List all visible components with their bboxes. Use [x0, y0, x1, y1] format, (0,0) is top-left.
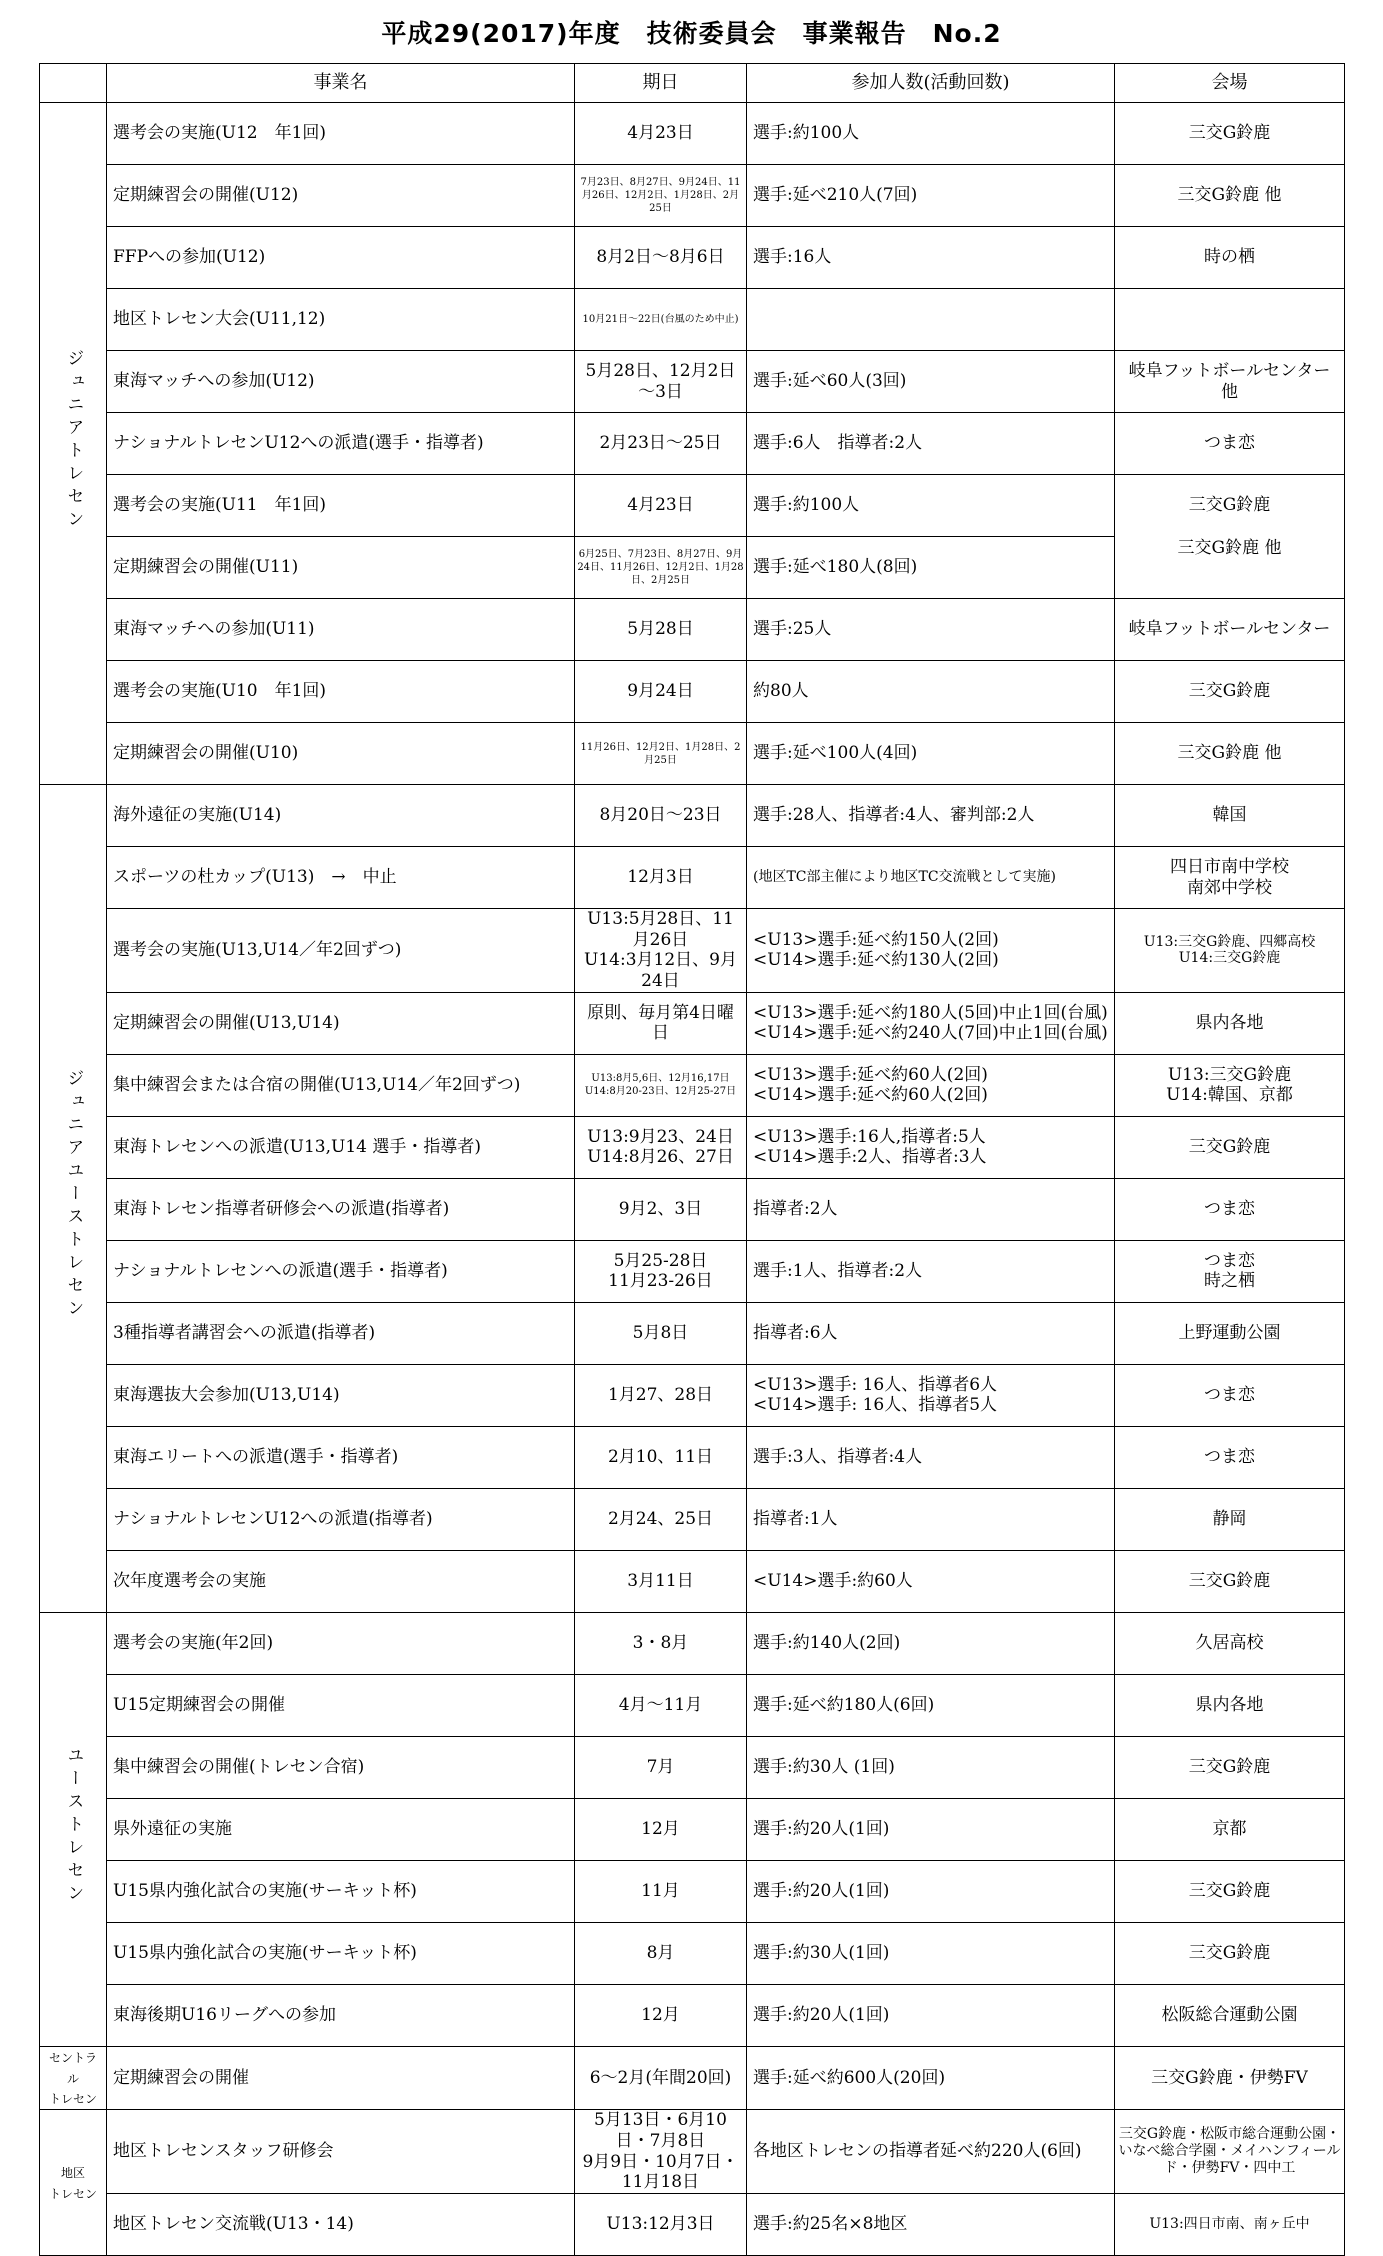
event-name-cell: 定期練習会の開催(U10): [107, 723, 575, 785]
event-date-cell: 2月23日～25日: [575, 413, 747, 475]
venue-cell: 時の栖: [1115, 227, 1345, 289]
event-date-cell: 6～2月(年間20回): [575, 2046, 747, 2109]
event-name-cell: 定期練習会の開催(U11): [107, 537, 575, 599]
participant-count-cell: 選手:約30人(1回): [747, 1922, 1115, 1984]
participant-count-cell: 選手:延べ180人(8回): [747, 537, 1115, 599]
group-label-cell: [40, 103, 107, 785]
event-name-cell: ナショナルトレセンU12への派遣(選手・指導者): [107, 413, 575, 475]
group-label-cell: [40, 2110, 107, 2256]
table-row: [40, 1798, 1345, 1860]
venue-cell: U13:四日市南、南ヶ丘中: [1115, 2194, 1345, 2256]
venue-cell: つま恋: [1115, 413, 1345, 475]
participant-count-cell: <U13>選手:延べ約180人(5回)中止1回(台風) <U14>選手:延べ約240人(7回)中止1回(台風): [747, 992, 1115, 1054]
venue-cell: 三交G鈴鹿: [1115, 1736, 1345, 1798]
table-row: [40, 992, 1345, 1054]
participant-count-cell: 選手:16人: [747, 227, 1115, 289]
event-date-cell: U13:5月28日、11月26日 U14:3月12日、9月24日: [575, 909, 747, 993]
table-row: [40, 103, 1345, 165]
event-date-cell: 8月: [575, 1922, 747, 1984]
event-date-cell: 9月24日: [575, 661, 747, 723]
event-name-cell: 選考会の実施(U12 年1回): [107, 103, 575, 165]
table-row: [40, 2110, 1345, 2194]
venue-cell: 四日市南中学校 南郊中学校: [1115, 847, 1345, 909]
event-date-cell: 3・8月: [575, 1612, 747, 1674]
table-row: [40, 1674, 1345, 1736]
header-venue: 会場: [1115, 64, 1345, 103]
group-label: ジュニアトレセン: [63, 348, 84, 533]
table-row: [40, 909, 1345, 993]
venue-first-line: 三交G鈴鹿: [1188, 495, 1271, 515]
event-date-cell: 4月23日: [575, 475, 747, 537]
participant-count-cell: 選手:約20人(1回): [747, 1860, 1115, 1922]
event-date-cell: 8月2日～8月6日: [575, 227, 747, 289]
event-date-cell: 5月28日、12月2日～3日: [575, 351, 747, 413]
header-name: 事業名: [107, 64, 575, 103]
venue-cell: [1115, 289, 1345, 351]
event-name-cell: 東海エリートへの派遣(選手・指導者): [107, 1426, 575, 1488]
participant-count-cell: 選手:約140人(2回): [747, 1612, 1115, 1674]
event-date-cell: 3月11日: [575, 1550, 747, 1612]
table-row: [40, 1550, 1345, 1612]
event-date-cell: 11月: [575, 1860, 747, 1922]
event-date-cell: 2月24、25日: [575, 1488, 747, 1550]
participant-count-cell: 選手:延べ210人(7回): [747, 165, 1115, 227]
event-date-cell: 6月25日、7月23日、8月27日、9月24日、11月26日、12月2日、1月28日、2月25日: [575, 537, 747, 599]
participant-count-cell: 選手:約100人: [747, 103, 1115, 165]
table-row: [40, 1178, 1345, 1240]
venue-cell: 三交G鈴鹿: [1115, 1860, 1345, 1922]
group-label-cell: [40, 785, 107, 1613]
event-name-cell: FFPへの参加(U12): [107, 227, 575, 289]
participant-count-cell: 指導者:6人: [747, 1302, 1115, 1364]
venue-cell: 三交G鈴鹿: [1115, 1922, 1345, 1984]
event-name-cell: 3種指導者講習会への派遣(指導者): [107, 1302, 575, 1364]
venue-cell: つま恋 時之栖: [1115, 1240, 1345, 1302]
venue-cell: 岐阜フットボールセンター他: [1115, 351, 1345, 413]
venue-cell: 県内各地: [1115, 992, 1345, 1054]
participant-count-cell: 選手:約20人(1回): [747, 1798, 1115, 1860]
event-name-cell: 海外遠征の実施(U14): [107, 785, 575, 847]
table-row: [40, 1116, 1345, 1178]
event-date-cell: 5月8日: [575, 1302, 747, 1364]
event-date-cell: 5月13日・6月10日・7月8日 9月9日・10月7日・11月18日: [575, 2110, 747, 2194]
event-name-cell: 選考会の実施(U11 年1回): [107, 475, 575, 537]
event-name-cell: U15県内強化試合の実施(サーキット杯): [107, 1860, 575, 1922]
header-group: [40, 64, 107, 103]
venue-cell: 三交G鈴鹿: [1115, 1550, 1345, 1612]
participant-count-cell: 選手:延べ約600人(20回): [747, 2046, 1115, 2109]
table-row: [40, 2046, 1345, 2109]
table-row: [40, 1240, 1345, 1302]
participant-count-cell: 約80人: [747, 661, 1115, 723]
event-date-cell: U13:8月5,6日、12月16,17日 U14:8月20-23日、12月25-27日: [575, 1054, 747, 1116]
venue-cell: 三交G鈴鹿 他: [1115, 165, 1345, 227]
participant-count-cell: 選手:6人 指導者:2人: [747, 413, 1115, 475]
group-label-cell: [40, 1612, 107, 2046]
group-label: ジュニアユーストレセン: [63, 1069, 84, 1323]
event-name-cell: 地区トレセンスタッフ研修会: [107, 2110, 575, 2194]
participant-count-cell: <U13>選手:延べ約60人(2回) <U14>選手:延べ約60人(2回): [747, 1054, 1115, 1116]
event-name-cell: 東海マッチへの参加(U12): [107, 351, 575, 413]
table-row: [40, 661, 1345, 723]
table-row: [40, 2194, 1345, 2256]
table-row: [40, 289, 1345, 351]
table-row: [40, 1922, 1345, 1984]
event-name-cell: 定期練習会の開催(U13,U14): [107, 992, 575, 1054]
venue-second-line: 三交G鈴鹿 他: [1177, 537, 1282, 558]
participant-count-cell: <U13>選手: 16人、指導者6人 <U14>選手: 16人、指導者5人: [747, 1364, 1115, 1426]
venue-cell: 京都: [1115, 1798, 1345, 1860]
participant-count-cell: 各地区トレセンの指導者延べ約220人(6回): [747, 2110, 1115, 2194]
report-table: [39, 63, 1345, 2256]
table-row: [40, 165, 1345, 227]
venue-cell: 韓国: [1115, 785, 1345, 847]
table-row: [40, 599, 1345, 661]
participant-count-cell: 選手:延べ100人(4回): [747, 723, 1115, 785]
event-name-cell: 選考会の実施(U13,U14／年2回ずつ): [107, 909, 575, 993]
venue-cell: 県内各地: [1115, 1674, 1345, 1736]
event-date-cell: 8月20日～23日: [575, 785, 747, 847]
table-row: [40, 1426, 1345, 1488]
table-row: [40, 475, 1345, 537]
table-row: [40, 1860, 1345, 1922]
table-row: [40, 1488, 1345, 1550]
participant-count-cell: (地区TC部主催により地区TC交流戦として実施): [747, 847, 1115, 909]
table-row: [40, 413, 1345, 475]
table-body: [40, 103, 1345, 2256]
event-name-cell: 東海トレセン指導者研修会への派遣(指導者): [107, 1178, 575, 1240]
event-name-cell: 県外遠征の実施: [107, 1798, 575, 1860]
event-name-cell: 東海後期U16リーグへの参加: [107, 1984, 575, 2046]
event-date-cell: 原則、毎月第4日曜日: [575, 992, 747, 1054]
participant-count-cell: 選手:28人、指導者:4人、審判部:2人: [747, 785, 1115, 847]
event-name-cell: スポーツの杜カップ(U13) → 中止: [107, 847, 575, 909]
event-name-cell: 集中練習会の開催(トレセン合宿): [107, 1736, 575, 1798]
event-name-cell: 定期練習会の開催: [107, 2046, 575, 2109]
venue-cell: 三交G鈴鹿: [1115, 1116, 1345, 1178]
venue-cell: 三交G鈴鹿: [1115, 661, 1345, 723]
event-date-cell: U13:9月23、24日 U14:8月26、27日: [575, 1116, 747, 1178]
participant-count-cell: 選手:約20人(1回): [747, 1984, 1115, 2046]
event-date-cell: 11月26日、12月2日、1月28日、2月25日: [575, 723, 747, 785]
event-date-cell: 4月～11月: [575, 1674, 747, 1736]
table-row: [40, 351, 1345, 413]
event-date-cell: 4月23日: [575, 103, 747, 165]
venue-cell: 静岡: [1115, 1488, 1345, 1550]
venue-cell: 久居高校: [1115, 1612, 1345, 1674]
participant-count-cell: 選手:1人、指導者:2人: [747, 1240, 1115, 1302]
participant-count-cell: 指導者:2人: [747, 1178, 1115, 1240]
participant-count-cell: <U13>選手:延べ約150人(2回) <U14>選手:延べ約130人(2回): [747, 909, 1115, 993]
table-row: [40, 723, 1345, 785]
event-date-cell: 7月: [575, 1736, 747, 1798]
event-date-cell: 1月27、28日: [575, 1364, 747, 1426]
event-name-cell: 東海選抜大会参加(U13,U14): [107, 1364, 575, 1426]
event-date-cell: U13:12月3日: [575, 2194, 747, 2256]
venue-cell: つま恋: [1115, 1426, 1345, 1488]
participant-count-cell: 選手:約25名×8地区: [747, 2194, 1115, 2256]
event-date-cell: 2月10、11日: [575, 1426, 747, 1488]
event-date-cell: 12月: [575, 1984, 747, 2046]
event-name-cell: U15県内強化試合の実施(サーキット杯): [107, 1922, 575, 1984]
venue-cell: [1115, 475, 1345, 599]
participant-count-cell: 選手:25人: [747, 599, 1115, 661]
event-name-cell: ナショナルトレセンU12への派遣(指導者): [107, 1488, 575, 1550]
venue-cell: つま恋: [1115, 1364, 1345, 1426]
event-name-cell: 次年度選考会の実施: [107, 1550, 575, 1612]
participant-count-cell: 指導者:1人: [747, 1488, 1115, 1550]
participant-count-cell: 選手:約30人 (1回): [747, 1736, 1115, 1798]
event-name-cell: 地区トレセン大会(U11,12): [107, 289, 575, 351]
participant-count-cell: [747, 289, 1115, 351]
table-row: [40, 1612, 1345, 1674]
event-date-cell: 5月28日: [575, 599, 747, 661]
event-date-cell: 7月23日、8月27日、9月24日、11月26日、12月2日、1月28日、2月25日: [575, 165, 747, 227]
participant-count-cell: <U14>選手:約60人: [747, 1550, 1115, 1612]
group-label: ユーストレセン: [63, 1746, 84, 1908]
event-name-cell: 東海トレセンへの派遣(U13,U14 選手・指導者): [107, 1116, 575, 1178]
event-date-cell: 9月2、3日: [575, 1178, 747, 1240]
event-name-cell: 定期練習会の開催(U12): [107, 165, 575, 227]
table-row: [40, 1736, 1345, 1798]
event-date-cell: 12月3日: [575, 847, 747, 909]
venue-cell: 三交G鈴鹿・伊勢FV: [1115, 2046, 1345, 2109]
table-row: [40, 1364, 1345, 1426]
page-title: 平成29(2017)年度 技術委員会 事業報告 No.2: [381, 19, 1002, 48]
group-label: 地区 トレセン: [48, 2165, 97, 2201]
event-date-cell: 5月25-28日 11月23-26日: [575, 1240, 747, 1302]
event-name-cell: 集中練習会または合宿の開催(U13,U14／年2回ずつ): [107, 1054, 575, 1116]
venue-cell: 三交G鈴鹿・松阪市総合運動公園・いなべ総合学園・メイハンフィールド・伊勢FV・四中工: [1115, 2110, 1345, 2194]
venue-cell: U13:三交G鈴鹿 U14:韓国、京都: [1115, 1054, 1345, 1116]
event-name-cell: ナショナルトレセンへの派遣(選手・指導者): [107, 1240, 575, 1302]
header-date: 期日: [575, 64, 747, 103]
table-row: [40, 1984, 1345, 2046]
event-date-cell: 10月21日～22日(台風のため中止): [575, 289, 747, 351]
table-row: [40, 227, 1345, 289]
group-label-cell: [40, 2046, 107, 2109]
participant-count-cell: <U13>選手:16人,指導者:5人 <U14>選手:2人、指導者:3人: [747, 1116, 1115, 1178]
event-name-cell: 地区トレセン交流戦(U13・14): [107, 2194, 575, 2256]
event-name-cell: U15定期練習会の開催: [107, 1674, 575, 1736]
table-row: [40, 1302, 1345, 1364]
venue-cell: つま恋: [1115, 1178, 1345, 1240]
event-date-cell: 12月: [575, 1798, 747, 1860]
event-name-cell: 選考会の実施(年2回): [107, 1612, 575, 1674]
event-name-cell: 選考会の実施(U10 年1回): [107, 661, 575, 723]
venue-cell: 三交G鈴鹿: [1115, 103, 1345, 165]
event-name-cell: 東海マッチへの参加(U11): [107, 599, 575, 661]
header-count: 参加人数(活動回数): [747, 64, 1115, 103]
participant-count-cell: 選手:約100人: [747, 475, 1115, 537]
participant-count-cell: 選手:3人、指導者:4人: [747, 1426, 1115, 1488]
venue-cell: 上野運動公園: [1115, 1302, 1345, 1364]
venue-cell: U13:三交G鈴鹿、四郷高校 U14:三交G鈴鹿: [1115, 909, 1345, 993]
venue-cell: 三交G鈴鹿 他: [1115, 723, 1345, 785]
table-header-row: [40, 64, 1345, 103]
table-row: [40, 1054, 1345, 1116]
table-row: [40, 785, 1345, 847]
participant-count-cell: 選手:延べ60人(3回): [747, 351, 1115, 413]
group-label: セントラル トレセン: [48, 2050, 97, 2107]
venue-cell: 岐阜フットボールセンター: [1115, 599, 1345, 661]
participant-count-cell: 選手:延べ約180人(6回): [747, 1674, 1115, 1736]
venue-cell: 松阪総合運動公園: [1115, 1984, 1345, 2046]
table-row: [40, 847, 1345, 909]
